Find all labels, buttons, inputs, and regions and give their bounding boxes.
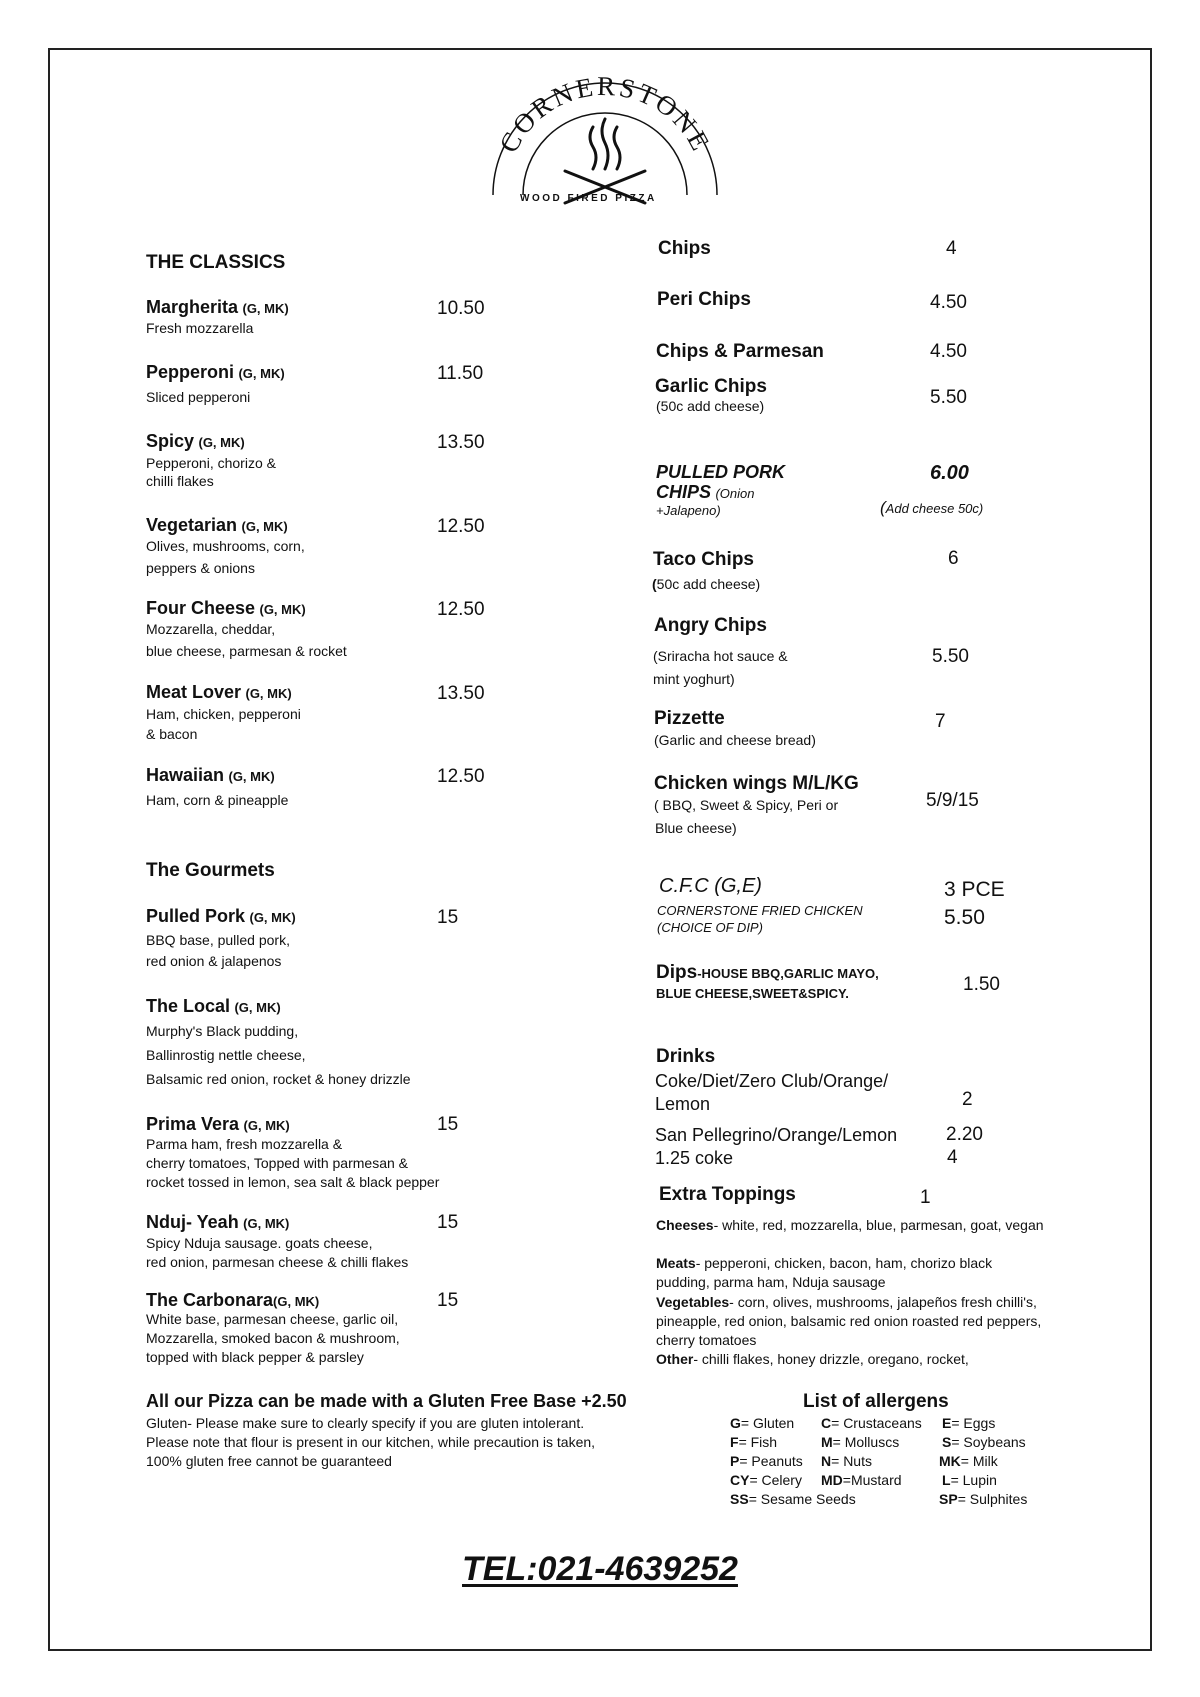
price: 5.50 — [932, 646, 969, 667]
price: 1.50 — [963, 974, 1000, 995]
price: 5.50 — [930, 387, 967, 408]
price: 7 — [935, 711, 946, 732]
price: 15 — [437, 1114, 459, 1135]
price: 12.50 — [437, 516, 485, 537]
price: 12.50 — [437, 599, 485, 620]
price: 2 — [962, 1089, 973, 1110]
gourmets-title: The Gourmets — [146, 860, 275, 881]
price: 10.50 — [437, 298, 485, 319]
price: 15 — [437, 1212, 459, 1233]
price: 15 — [437, 907, 459, 928]
price: 15 — [437, 1290, 459, 1311]
price: 4.50 — [930, 341, 967, 362]
toppings-other: Other- chilli flakes, honey drizzle, oregano, rocket, — [656, 1351, 969, 1367]
price: 11.50 — [437, 363, 484, 384]
price: 13.50 — [437, 432, 485, 453]
price: 4.50 — [930, 292, 967, 313]
price: 1 — [920, 1187, 931, 1208]
price: 6.00 — [930, 462, 969, 484]
price: 2.20 — [946, 1124, 983, 1145]
price: 5/9/15 — [926, 790, 979, 811]
phone-number: TEL:021-4639252 — [462, 1550, 738, 1588]
toppings-cheeses: Cheeses- white, red, mozzarella, blue, parmesan, goat, vegan — [656, 1217, 1044, 1233]
price: 13.50 — [437, 683, 485, 704]
price: 6 — [948, 548, 959, 569]
cornerstone-logo — [485, 75, 725, 210]
quantity: 3 PCE — [944, 878, 1005, 901]
svg-text:CORNERSTONE: CORNERSTONE — [493, 75, 717, 158]
toppings-meats: Meats- pepperoni, chicken, bacon, ham, chorizo black pudding, parma ham, Nduja sausage — [656, 1255, 993, 1290]
logo-subtitle: WOOD FIRED PIZZA — [520, 193, 657, 204]
price: 5.50 — [944, 906, 985, 929]
price: 4 — [947, 1147, 958, 1168]
price: 4 — [946, 238, 957, 259]
classics-title: THE CLASSICS — [146, 252, 286, 273]
price: 12.50 — [437, 766, 485, 787]
toppings-vegetables: Vegetables- corn, olives, mushrooms, jalapeños fresh chilli's, pineapple, red onion, balsamic red onion roasted red peppers, cherry tomatoes — [656, 1294, 1042, 1348]
